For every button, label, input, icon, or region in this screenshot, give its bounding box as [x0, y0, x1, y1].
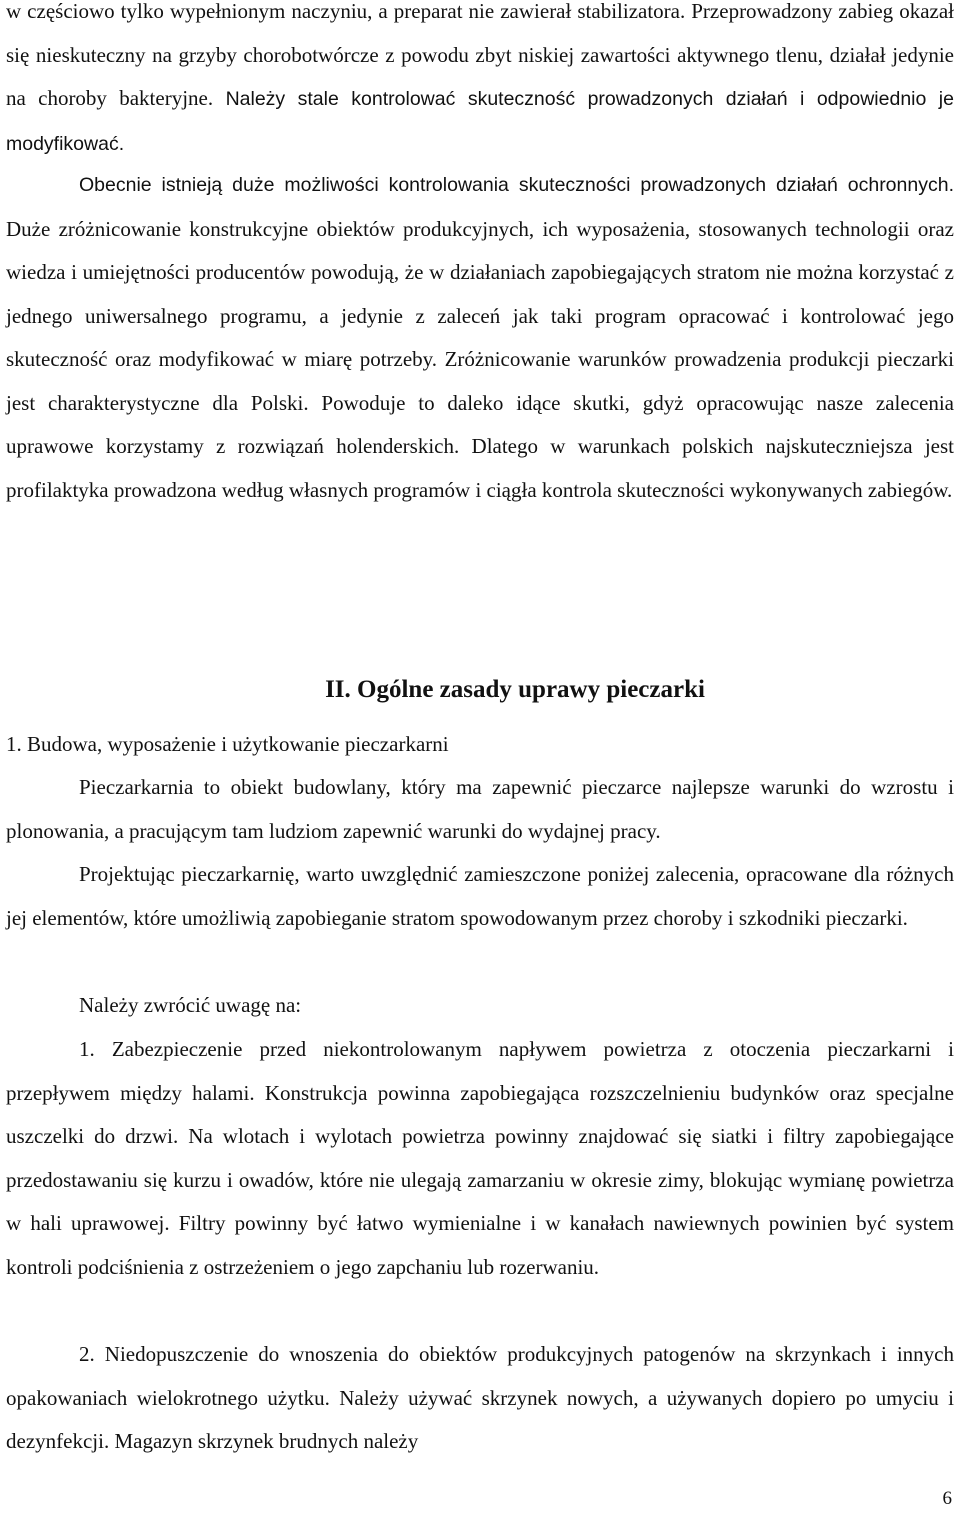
intro-text-sans: Należy stale kontrolować skuteczność prowadzonych działań i odpowiednio je modyfikować. — [6, 88, 954, 155]
intro-text-serif-2: Duże zróżnicowanie konstrukcyjne obiektów produkcyjnych, ich wyposażenia, stosowanych technologii oraz wiedza i umiejętności producentów powodują, że w działaniach zapobiegających stratom nie można korzystać z jednego uniwersalnego programu, a jedynie z zaleceń jak taki program opracować i kontrolować jego skuteczność oraz modyfikować w miarę potrzeby. Zróżnicowanie warunków prowadzenia produkcji pieczarki jest charakterystyczne dla Polski. Powoduje to daleko idące skutki, gdyż opracowując nasze zalecenia uprawowe korzystamy z rozwiązań holenderskich. Dlatego w warunkach polskich najskuteczniejsza jest profilaktyka prowadzona według własnych programów i ciągła kontrola skuteczności wykonywanych zabiegów. — [6, 216, 954, 502]
section-paragraph-1: Pieczarkarnia to obiekt budowlany, który ma zapewnić pieczarce najlepsze warunki do wzrostu i plonowania, a pracującym tam ludziom zapewnić warunki do wydajnej pracy. — [6, 775, 954, 843]
list-item-2: 2. Niedopuszczenie do wnoszenia do obiektów produkcyjnych patogenów na skrzynkach i innych opakowaniach wielokrotnego użytku. Należy używać skrzynek nowych, a używanych dopiero po umyciu i dezynfekcji. Magazyn skrzynek brudnych należy — [6, 1342, 954, 1453]
intro-text-sans-2: Obecnie istnieją duże możliwości kontrolowania skuteczności prowadzonych działań ochronnych. — [79, 174, 954, 196]
page-number: 6 — [942, 1488, 952, 1509]
intro-paragraph-1 — [6, 0, 954, 166]
intro-paragraph-2 — [6, 163, 954, 512]
intro-text-serif: w częściowo tylko wypełnionym naczyniu, a preparat nie zawierał stabilizatora. Przeprowadzony zabieg okazał się nieskuteczny na grzyby chorobotwórcze z powodu zbyt niskiej zawartości aktywnego tlenu, działał jedynie na choroby bakteryjne. — [6, 0, 954, 110]
section-heading: II. Ogólne zasady uprawy pieczarki — [325, 676, 705, 703]
section-subheading: 1. Budowa, wyposażenie i użytkowanie pieczarkarni — [6, 732, 449, 756]
section-paragraph-2: Projektując pieczarkarnię, warto uwzględnić zamieszczone poniżej zalecenia, opracowane dla różnych jej elementów, które umożliwią zapobieganie stratom spowodowanym przez choroby i szkodniki pieczarki. — [6, 862, 954, 930]
list-item-1: 1. Zabezpieczenie przed niekontrolowanym napływem powietrza z otoczenia pieczarkarni i przepływem między halami. Konstrukcja powinna zapobiegająca rozszczelnieniu budynków oraz specjalne uszczelki do drzwi. Na wlotach i wylotach powietrza powinny znajdować się siatki i filtry zapobiegające przedostawaniu się kurzu i owadów, które nie ulegają zamarzaniu w okresie zimy, blokując wymianę powietrza w hali uprawowej. Filtry powinny być łatwo wymienialne i w kanałach nawiewnych powinien być system kontroli podciśnienia z ostrzeżeniem o jego zapchaniu lub rozerwaniu. — [6, 1037, 954, 1279]
section-paragraph-3: Należy zwrócić uwagę na: — [79, 993, 302, 1017]
